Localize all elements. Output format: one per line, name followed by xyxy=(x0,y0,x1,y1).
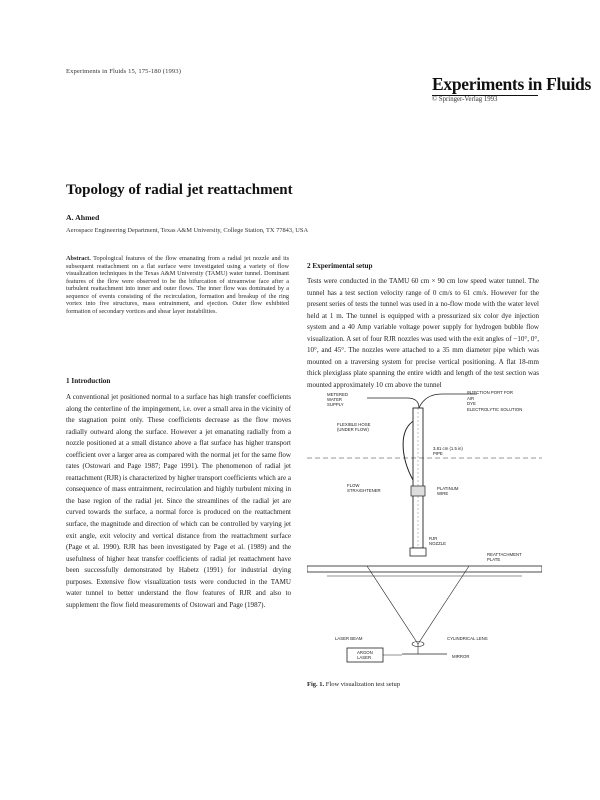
laser-sheet xyxy=(367,566,469,644)
label-under-flow: (UNDER FLOW) xyxy=(337,427,369,432)
label-flow: FLOW xyxy=(347,483,360,488)
label-argon: ARGON xyxy=(357,650,373,655)
supply-line xyxy=(367,398,419,408)
label-water: WATER xyxy=(327,397,343,402)
label-flexible-hose: FLEXIBLE HOSE xyxy=(337,422,371,427)
label-dye: DYE xyxy=(467,401,476,406)
caption-label: Fig. 1. xyxy=(307,681,325,688)
label-nozzle: NOZZLE xyxy=(429,541,446,546)
label-metered: METERED xyxy=(327,392,349,397)
reattachment-plate xyxy=(307,566,542,572)
section-heading-experimental-setup: 2 Experimental setup xyxy=(307,262,373,270)
introduction-text: A conventional jet positioned normal to a surface has high transfer coefficients along the centerline of the impingement, i.e. over a small area in the vicinity of the stagnation point only. These coefficients decrease as the flow moves radially outward along the surface. However a jet emanating radially from a nozzle positioned at a small distance above a flat surface has higher transport coefficient over a larger area as compared with the normal jet for the same flow rates (Ostowari and Page 1987; Page 1991). The phenomenon of radial jet reattachment (RJR) is characterized by higher transport coefficients which are a consequence of mass entrainment, recirculation and highly turbulent mixing in the base region of the radial jet. Since the streamlines of the radial jet are curved towards the surface, a normal force is produced on the reattachment surface, the magnitude and direction of which can be controlled by varying jet exit angle, exit velocity and vertical distance from the reattachment surface (Page et al. 1990). RJR has been investigated by Page et al. (1989) and the usefulness of higher heat transfer coefficients of radial jet reattachment have been successfully demonstrated by Habetz (1991) for industrial drying purposes. Extensive flow visualization tests were conducted in the TAMU water tunnel to better understand the flow features of RJR and also to supplement the flow field measurements of Ostowari and Page (1987). xyxy=(66,393,291,609)
label-pipe-size: 3.81 cm (1.5 in) xyxy=(433,446,463,451)
label-reattachment: REATTACHMENT xyxy=(487,552,522,557)
author-affiliation: Aerospace Engineering Department, Texas A&M University, College Station, TX 77843, USA xyxy=(66,227,309,234)
abstract-block xyxy=(66,255,289,315)
section-heading-introduction: 1 Introduction xyxy=(66,377,111,385)
label-platinum: PLATINUM xyxy=(437,486,459,491)
label-mirror: MIRROR xyxy=(452,654,470,659)
article-title: Topology of radial jet reattachment xyxy=(66,182,293,198)
label-injection-port: INJECTION PORT FOR xyxy=(467,390,513,395)
journal-masthead: Experiments in Fluids xyxy=(432,74,592,94)
label-rjr: RJR xyxy=(429,536,438,541)
experimental-setup-text: Tests were conducted in the TAMU 60 cm × 90 cm low speed water tunnel. The tunnel has a test section velocity range of 0 cm/s to 61 cm/s. However for the present series of tests the tunnel was used in a no-flow mode with the water level held at 1 m. The tunnel is equipped with a pressurized six color dye injection system and a 40 Amp variable voltage power supply for hydrogen bubble flow visualization. A set of four RJR nozzles was used with the exit angles of −10°, 0°, 10°, and 45°. The nozzles were attached to a 35 mm diameter pipe which was mounted on a traversing system for precise vertical positioning. A flat 18-mm thick plexiglass plate spanning the entire width and length of the test section was mounted approximately 10 cm above the tunnel xyxy=(307,277,539,389)
label-air: AIR xyxy=(467,396,475,401)
label-plate: PLATE xyxy=(487,557,501,562)
rjr-nozzle xyxy=(410,548,426,556)
article-author: A. Ahmed xyxy=(66,213,100,222)
flow-straightener xyxy=(411,486,425,496)
label-laser-beam: LASER BEAM xyxy=(335,636,363,641)
abstract-label: Abstract. xyxy=(66,255,91,262)
figure-flow-visualization-setup xyxy=(307,390,542,680)
abstract-text: Topological features of the flow emanating from a radial jet nozzle and its subsequent reattachment on a flat surface were investigated using a variety of flow visualization techniques in the Texas A&M University (TAMU) water tunnel. Dominant features of the flow were observed to be the bifurcation of streamwise face after a turbulent reattachment into inner and outer flows. The inner flow was dominated by a sequence of events consisting of the recirculation, formation and breakup of the ring vortex into five structures, mass entrainment, and ejection. Outer flow exhibited formation of secondary vortices and shear layer instabilities. xyxy=(66,255,290,315)
journal-citation: Experiments in Fluids 15, 175-180 (1993) xyxy=(66,68,181,75)
label-laser: LASER xyxy=(357,655,372,660)
figure-caption xyxy=(307,681,400,688)
label-pipe: PIPE xyxy=(433,451,443,456)
label-cylindrical-lens: CYLINDRICAL LENS xyxy=(447,636,488,641)
label-supply: SUPPLY xyxy=(327,402,344,407)
publisher-line: © Springer-Verlag 1993 xyxy=(432,96,498,103)
label-wire: WIRE xyxy=(437,491,449,496)
label-straightener: STRAIGHTENER xyxy=(347,488,381,493)
label-electrolytic: ELECTROLYTIC SOLUTION xyxy=(467,407,523,412)
caption-text: Flow visualization test setup xyxy=(325,681,400,688)
